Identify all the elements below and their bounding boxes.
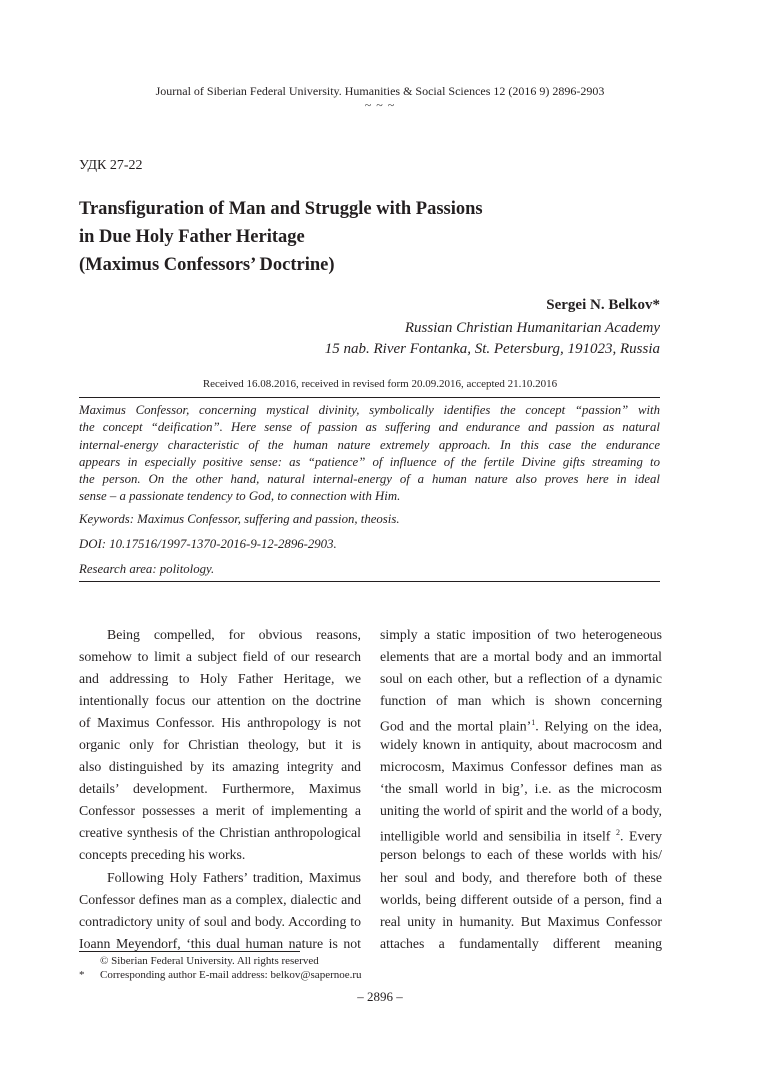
body-line: microcosm, Maximus Confessor defines man as [380,759,662,775]
abstract-bottom-rule [79,581,660,582]
body-line: and addressing to Holy Father Heritage, we [79,671,361,687]
author-name: Sergei N. Belkov* [546,297,660,313]
body-line: Confessor possesses a merit of implementing a [79,803,361,819]
body-line: simply a static imposition of two heterogeneous [380,627,662,642]
abstract-line: Maximus Confessor, concerning mystical divinity, symbolically identifies the concept “passion” with [79,403,660,417]
abstract-line: the person. On the other hand, natural internal-energy of a human nature also proves here in ideal [79,472,660,487]
body-line: contradictory unity of soul and body. According to [79,913,361,929]
footnote-star: * [79,969,85,981]
body-line: intentionally focus our attention on the doctrine [79,693,361,709]
body-line: function of man which is shown concerning [380,693,662,709]
body-line: creative synthesis of the Christian anthropological [79,825,361,841]
body-line: soul on each other, but a reflection of a dynamic [380,671,662,687]
title-line: in Due Holy Father Heritage [79,227,305,247]
body-column-right [380,624,662,955]
abstract-top-rule [79,397,660,398]
body-line: of Maximus Confessor. His anthropology is not [79,715,361,731]
body-text: . Relying on the idea, [535,718,662,734]
body-line: details’ development. Furthermore, Maximus [79,781,361,797]
body-line: person belongs to each of these worlds with his/ [380,847,662,863]
author-address: 15 nab. River Fontanka, St. Petersburg, 191023, Russia [324,341,660,357]
title-line: (Maximus Confessors’ Doctrine) [79,255,335,275]
abstract-line: appears in especially positive sense: as “patience” of influence of the fertile Divine gifts streaming to [79,454,660,469]
abstract-line: sense – a passionate tendency to God, to connection with Him. [79,489,401,504]
body-text: God and the mortal plain’ [380,718,532,734]
received-dates: Received 16.08.2016, received in revised form 20.09.2016, accepted 21.10.2016 [202,378,558,390]
body-line: attaches a fundamentally different meaning [380,935,662,951]
body-text: . Every [620,829,662,845]
body-line: also distinguished by its amazing integrity and [79,759,361,775]
body-line: organic only for Christian theology, but it is [79,737,361,753]
body-line: widely known in antiquity, about macrocosm and [380,737,662,753]
journal-header: Journal of Siberian Federal University. Humanities & Social Sciences 12 (2016 9) 2896-2903 [155,84,605,98]
body-line-with-footnote [380,712,662,734]
body-line: elements that are a mortal body and an immortal [380,649,662,665]
footnote-ref: 2 [616,828,620,838]
body-line: worlds, being different outside of a person, find a [380,891,662,907]
keywords: Keywords: Maximus Confessor, suffering and passion, theosis. [79,512,400,526]
body-line: ‘the small world in big’, i.e. as the microcosm [380,781,662,797]
footnote-corresponding: Corresponding author E-mail address: belkov@sapernoe.ru [100,969,362,981]
doi: DOI: 10.17516/1997-1370-2016-9-12-2896-2903. [79,537,337,551]
body-line: Ioann Meyendorf, ‘this dual human nature is not [79,935,361,951]
body-line: Following Holy Fathers’ tradition, Maximus [107,869,361,885]
footnote-copyright: © Siberian Federal University. All rights reserved [100,955,319,967]
body-line: concepts preceding his works. [79,847,246,863]
author-affiliation-block [325,318,660,360]
body-line-with-footnote [380,822,662,844]
body-line: Confessor defines man as a complex, dialectic and [79,891,361,907]
header-separator: ~ ~ ~ [364,98,396,112]
abstract [79,402,660,506]
paper-title [79,195,483,279]
footnote-rule [79,951,300,952]
research-area: Research area: politology. [79,562,215,576]
abstract-line: the concept “deification”. Here sense of passion as suffering and endurance and passion as natural [79,420,660,435]
udk-code: УДК 27-22 [79,158,143,173]
body-line: real unity in humanity. But Maximus Confessor [380,913,662,929]
body-line: Being compelled, for obvious reasons, [107,627,361,642]
body-line: her soul and body, and therefore both of these [380,869,662,885]
body-column-left [79,624,361,955]
abstract-line: internal-energy characteristic of the human nature extremely approach. In this case the endurance [79,437,660,452]
title-line: Transfiguration of Man and Struggle with Passions [79,199,483,219]
author-affiliation: Russian Christian Humanitarian Academy [404,320,660,336]
body-line: somehow to limit a subject field of our research [79,649,361,665]
footnote-ref: 1 [531,718,536,728]
body-line: uniting the world of spirit and the world of a body, [380,803,662,819]
page-number: – 2896 – [357,989,403,1004]
body-text: intelligible world and sensibilia in itself [380,829,611,845]
